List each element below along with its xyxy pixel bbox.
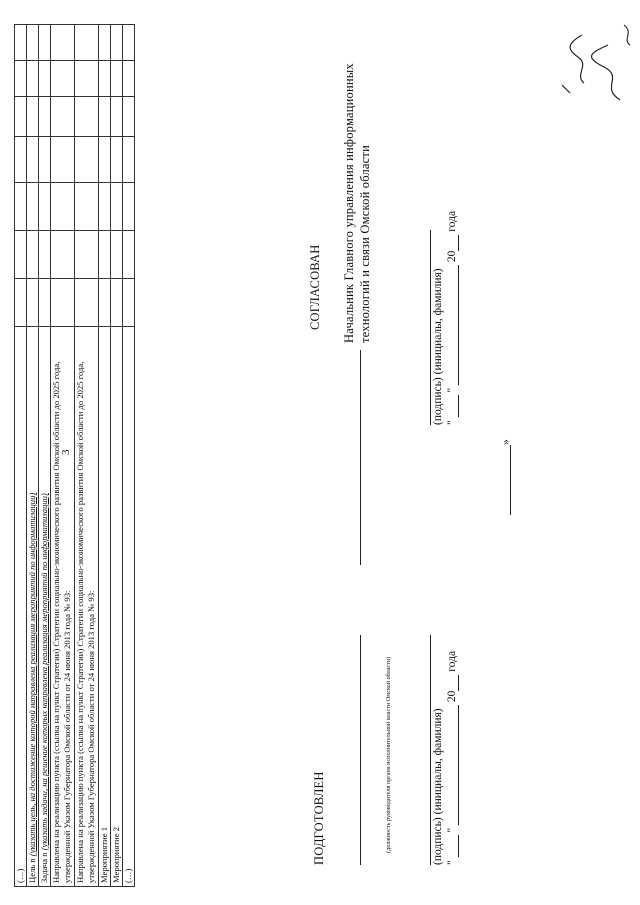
table-row (99, 25, 111, 887)
table-row (111, 25, 123, 887)
approver-signature-line (430, 230, 431, 425)
table-cell (51, 279, 75, 327)
approver-line-1: Начальник Главного управления информационных (342, 63, 356, 343)
table-cell (51, 97, 75, 137)
table-cell (27, 61, 39, 97)
approver-month-blank (446, 265, 459, 385)
row-italic-note: (указать задачи, на решение которых направлена реализация мероприятий по информатизации) (39, 493, 49, 851)
table-cell (51, 231, 75, 279)
prepared-title: ПОДГОТОВЛЕН (312, 771, 326, 865)
row-description (99, 327, 111, 887)
row-line-2: утвержденной Указом Губернатора Омской области от 24 июня 2013 года № 93: (62, 590, 72, 883)
table-cell (15, 97, 27, 137)
table-cell (111, 183, 123, 231)
handwritten-signature-icon (560, 15, 638, 105)
table-cell (123, 183, 135, 231)
row-line-2: утвержденной Указом Губернатора Омской области от 24 июня 2013 года № 93: (86, 590, 96, 883)
table-row (27, 25, 39, 887)
date-close-quote: " (446, 827, 458, 833)
table-cell (39, 279, 51, 327)
table-cell (75, 183, 99, 231)
position-line (360, 635, 361, 865)
bottom-line (510, 445, 511, 515)
table-row (75, 25, 99, 887)
table-cell (123, 25, 135, 61)
table-cell (27, 25, 39, 61)
table-row (123, 25, 135, 887)
table-cell (99, 279, 111, 327)
table-cell (75, 231, 99, 279)
row-text: (…) (15, 868, 25, 883)
date-open-quote: " (446, 860, 458, 865)
signature-line (430, 635, 431, 865)
year-suffix: года (446, 650, 458, 672)
table-cell (111, 25, 123, 61)
row-text: Мероприятие 2 (111, 827, 121, 883)
table-cell (99, 231, 111, 279)
row-italic-note: (указать цель, на достижение которой направлена реализация мероприятий по информатизации) (27, 492, 37, 857)
table-cell (111, 231, 123, 279)
table-cell (39, 61, 51, 97)
table-cell (15, 61, 27, 97)
measures-table (14, 24, 135, 887)
table-cell (99, 137, 111, 183)
table-cell (15, 137, 27, 183)
table-cell (51, 183, 75, 231)
row-description (123, 327, 135, 887)
row-line-1: Направлена на реализацию пункта (ссылка на пункт Стратегии) Стратегии социально-экономического развития Омской области до 2025 года, (51, 361, 61, 883)
bottom-mark: » (500, 439, 512, 445)
table-cell (123, 231, 135, 279)
table-cell (39, 25, 51, 61)
table-cell (27, 97, 39, 137)
table-cell (75, 61, 99, 97)
table-cell (111, 97, 123, 137)
table-cell (15, 279, 27, 327)
approved-title: СОГЛАСОВАН (308, 244, 322, 330)
table-cell (39, 231, 51, 279)
table-row (51, 25, 75, 887)
table-cell (75, 137, 99, 183)
table-cell (51, 25, 75, 61)
table-cell (51, 61, 75, 97)
approver-date-open-quote: " (446, 420, 458, 425)
row-text: (…) (123, 868, 133, 883)
month-blank (446, 705, 459, 825)
table-row (15, 25, 27, 887)
approver-line-2: технологий и связи Омской области (358, 145, 372, 343)
approver-date-row (446, 211, 459, 425)
row-description (27, 327, 39, 887)
approver-day-blank (446, 395, 459, 417)
table-cell (15, 231, 27, 279)
table-cell (111, 137, 123, 183)
table-cell (51, 137, 75, 183)
table-cell (75, 279, 99, 327)
approver-year-prefix: 20 (446, 250, 458, 263)
table-cell (75, 97, 99, 137)
table-cell (111, 61, 123, 97)
table-cell (99, 97, 111, 137)
row-description (39, 327, 51, 887)
approver-year-blank (446, 235, 459, 251)
table-row (39, 25, 51, 887)
table-cell (99, 183, 111, 231)
table-cell (15, 25, 27, 61)
date-row (446, 651, 459, 865)
year-prefix: 20 (446, 690, 458, 703)
table-cell (99, 61, 111, 97)
row-lead: Цель n (27, 856, 37, 883)
table-cell (27, 231, 39, 279)
table-cell (27, 279, 39, 327)
approver-signature-label: (подпись) (инициалы, фамилия) (432, 268, 444, 425)
position-note: (должность руководителя органа исполнительной власти Омской области) (385, 656, 392, 853)
row-lead: Задача n (39, 850, 49, 883)
table-cell (39, 97, 51, 137)
row-line-1: Направлена на реализацию пункта (ссылка на пункт Стратегии) Стратегии социально-экономического развития Омской области до 2025 года, (75, 361, 85, 883)
table-cell (75, 25, 99, 61)
row-description (51, 327, 75, 887)
table-cell (15, 183, 27, 231)
table-cell (27, 183, 39, 231)
table-cell (123, 97, 135, 137)
table-cell (99, 25, 111, 61)
approver-date-close-quote: " (446, 387, 458, 393)
position-line-2 (360, 350, 361, 565)
approver-year-suffix: года (446, 210, 458, 232)
table-cell (27, 137, 39, 183)
signature-label: (подпись) (инициалы, фамилия) (432, 708, 444, 865)
row-description (75, 327, 99, 887)
table-cell (39, 183, 51, 231)
day-blank (446, 835, 459, 857)
row-description (111, 327, 123, 887)
table-cell (123, 279, 135, 327)
table-cell (39, 137, 51, 183)
row-text: Мероприятие 1 (99, 827, 109, 883)
table-cell (111, 279, 123, 327)
row-description (15, 327, 27, 887)
table-cell (123, 137, 135, 183)
table-cell (123, 61, 135, 97)
page-number: 3 (60, 449, 72, 455)
year-blank (446, 675, 459, 691)
